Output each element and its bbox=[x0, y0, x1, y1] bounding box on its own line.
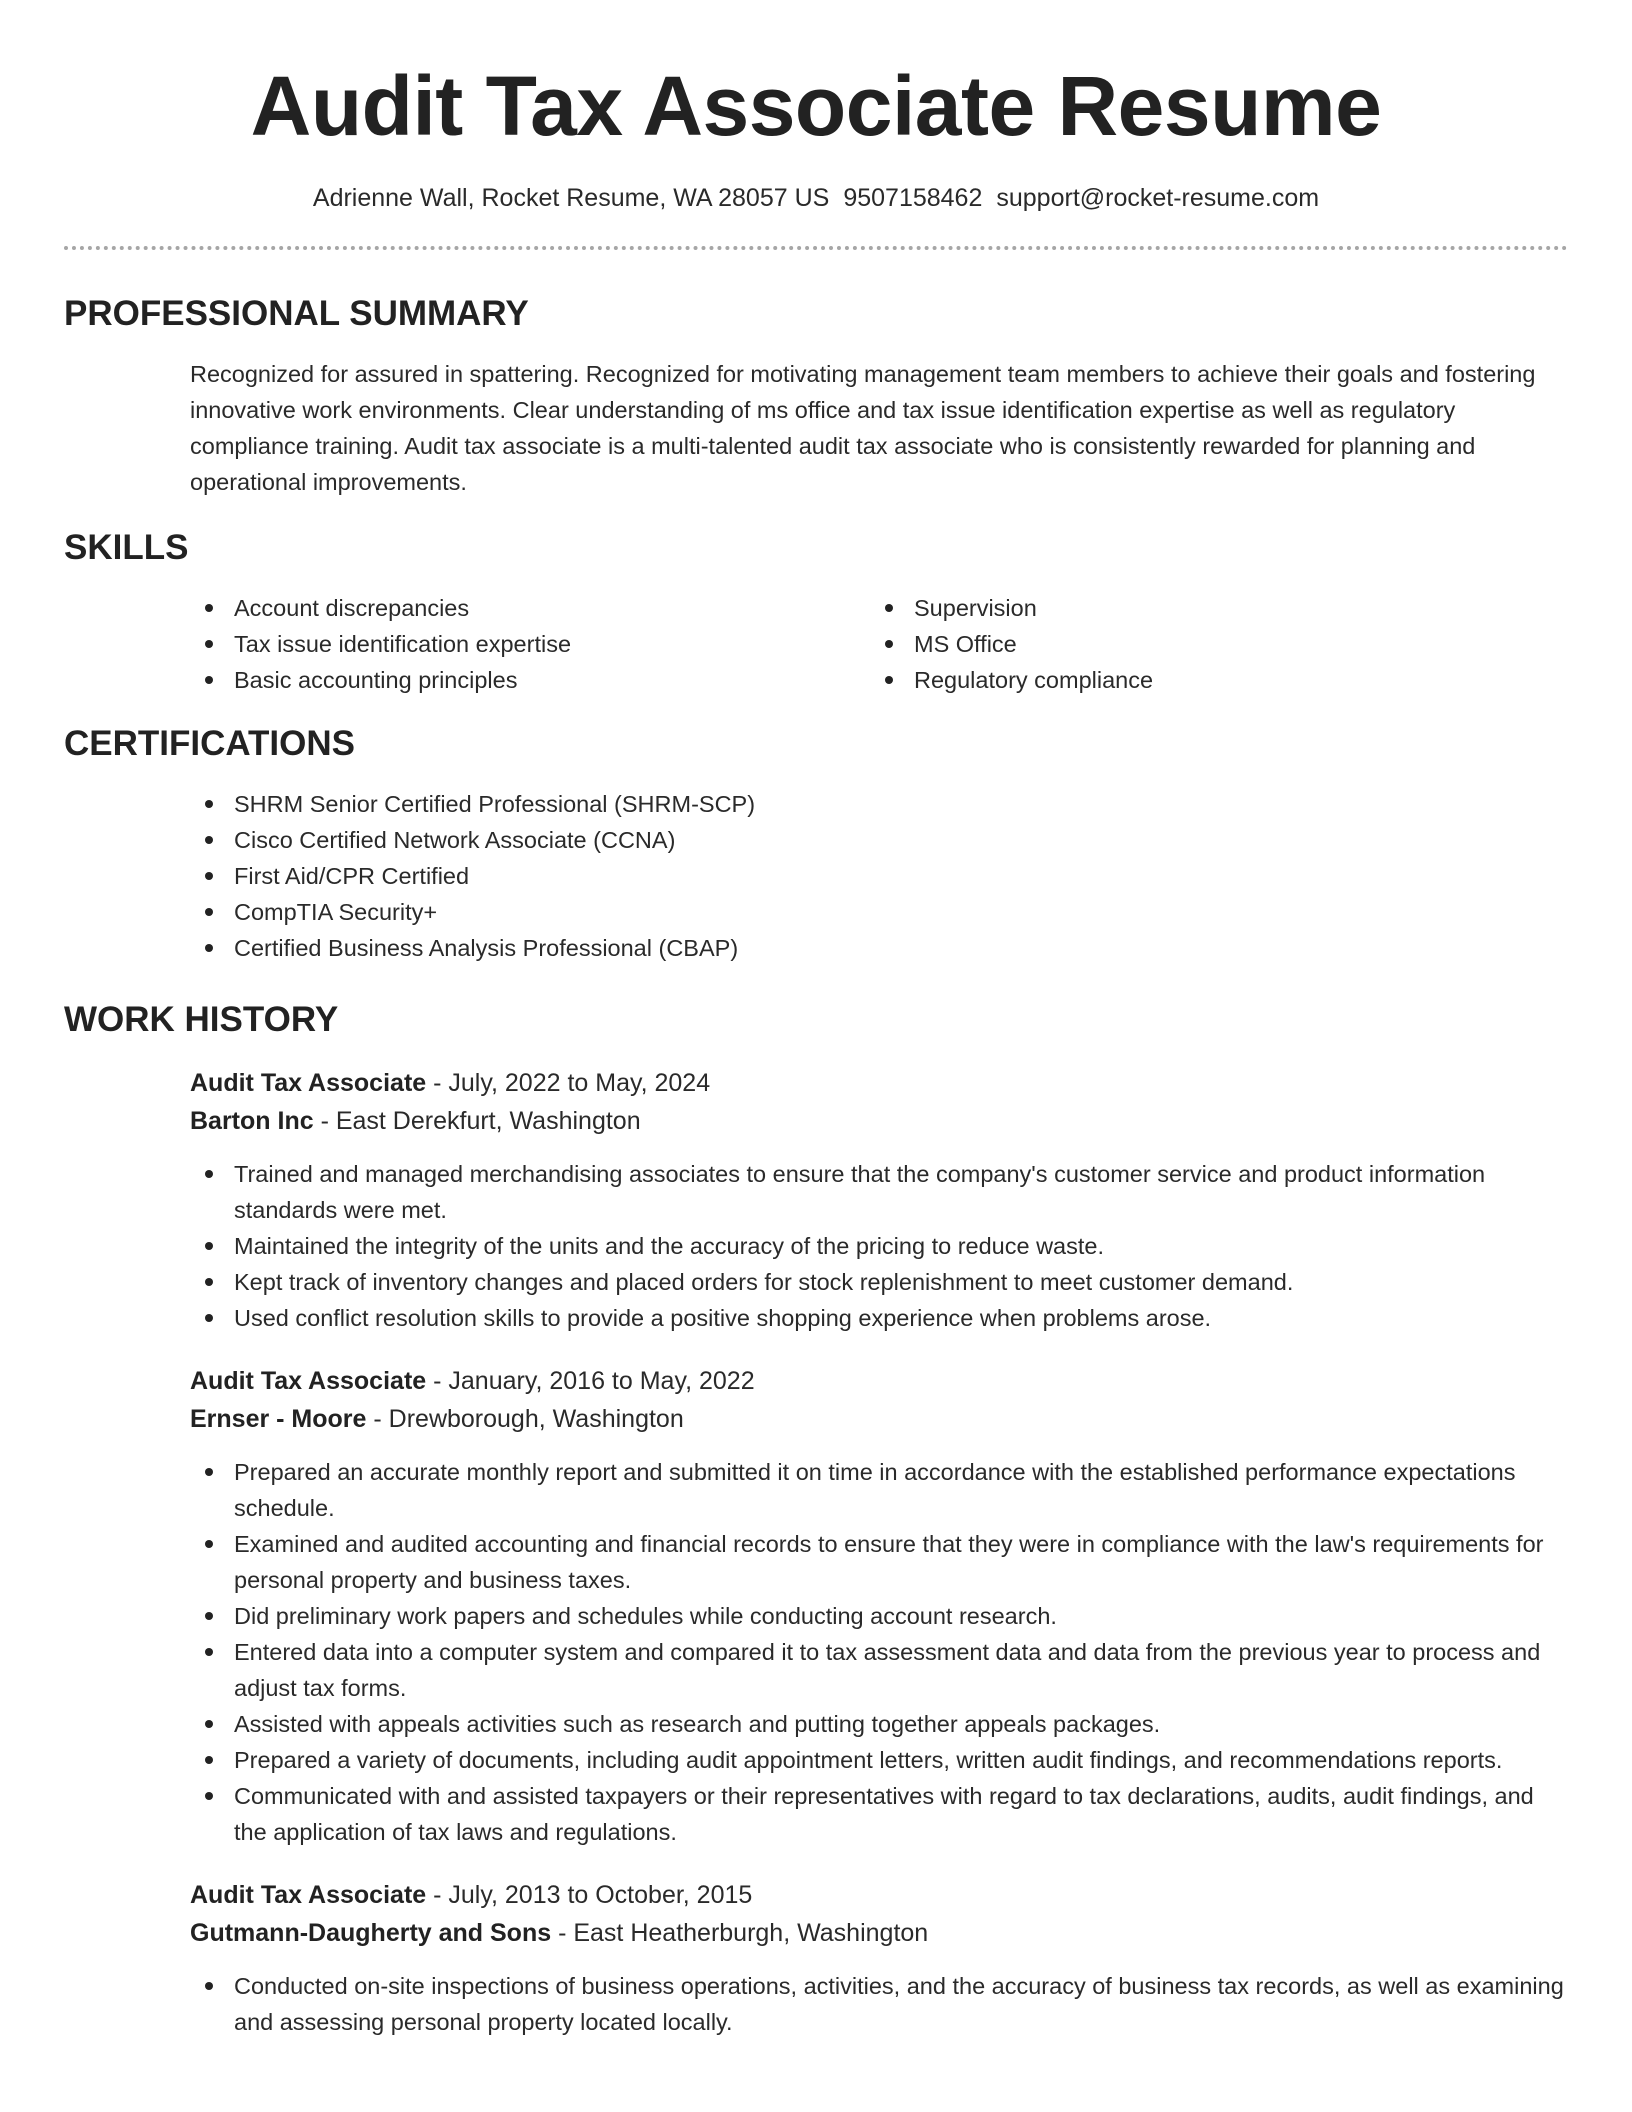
job-company-line bbox=[190, 1102, 1568, 1140]
job-location: - East Derekfurt, Washington bbox=[313, 1107, 641, 1135]
certification-item: CompTIA Security+ bbox=[190, 894, 1568, 930]
skill-item: Tax issue identification expertise bbox=[190, 626, 870, 662]
job-dates: - July, 2013 to October, 2015 bbox=[426, 1881, 753, 1909]
header-divider bbox=[64, 246, 1568, 250]
skill-item: Supervision bbox=[870, 590, 1550, 626]
job-dates: - January, 2016 to May, 2022 bbox=[426, 1367, 755, 1395]
contact-email: support@rocket-resume.com bbox=[996, 184, 1320, 212]
job-bullet: Used conflict resolution skills to provide a positive shopping experience when problems arose. bbox=[190, 1300, 1568, 1336]
job-bullets bbox=[190, 1968, 1568, 2040]
skill-item: Account discrepancies bbox=[190, 590, 870, 626]
job-bullet: Conducted on-site inspections of business operations, activities, and the accuracy of business tax records, as well as examining and assessing personal property located locally. bbox=[190, 1968, 1568, 2040]
job-company: Barton Inc bbox=[190, 1107, 314, 1135]
certifications-list bbox=[190, 786, 1568, 966]
job-bullets bbox=[190, 1454, 1568, 1850]
page-title: Audit Tax Associate Resume bbox=[250, 59, 1382, 153]
job-bullet: Did preliminary work papers and schedules while conducting account research. bbox=[190, 1598, 1568, 1634]
job-title: Audit Tax Associate bbox=[190, 1367, 427, 1395]
skills-column-right bbox=[870, 590, 1550, 698]
certification-item: SHRM Senior Certified Professional (SHRM-SCP) bbox=[190, 786, 1568, 822]
job-bullet: Prepared an accurate monthly report and submitted it on time in accordance with the established performance expectations schedule. bbox=[190, 1454, 1568, 1526]
summary-text: Recognized for assured in spattering. Recognized for motivating management team members to achieve their goals and fostering innovative work environments. Clear understanding of ms office and tax issue identification expertise as well as regulatory compliance training. Audit tax associate is a multi-talented audit tax associate who is consistently rewarded for planning and operational improvements. bbox=[190, 361, 1536, 495]
job-company: Gutmann-Daugherty and Sons bbox=[190, 1919, 552, 1947]
skills-column-left bbox=[190, 590, 870, 698]
job-bullet: Assisted with appeals activities such as research and putting together appeals packages. bbox=[190, 1706, 1568, 1742]
job-title-line bbox=[190, 1064, 1568, 1102]
job-bullets bbox=[190, 1156, 1568, 1336]
certification-item: First Aid/CPR Certified bbox=[190, 858, 1568, 894]
certification-item: Certified Business Analysis Professional (CBAP) bbox=[190, 930, 1568, 966]
job-title-line bbox=[190, 1362, 1568, 1400]
work-history-heading: WORK HISTORY bbox=[64, 1000, 339, 1039]
job-title: Audit Tax Associate bbox=[190, 1881, 427, 1909]
job-bullet: Entered data into a computer system and compared it to tax assessment data and data from the previous year to process and adjust tax forms. bbox=[190, 1634, 1568, 1706]
skills-grid bbox=[190, 590, 1568, 698]
job-title: Audit Tax Associate bbox=[190, 1069, 427, 1097]
skill-item: MS Office bbox=[870, 626, 1550, 662]
skill-item: Basic accounting principles bbox=[190, 662, 870, 698]
skills-heading: SKILLS bbox=[64, 528, 189, 567]
certifications-heading: CERTIFICATIONS bbox=[64, 724, 356, 763]
job-entry bbox=[190, 1876, 1568, 2040]
job-dates: - July, 2022 to May, 2024 bbox=[426, 1069, 711, 1097]
job-bullet: Kept track of inventory changes and placed orders for stock replenishment to meet customer demand. bbox=[190, 1264, 1568, 1300]
job-company: Ernser - Moore bbox=[190, 1405, 367, 1433]
job-bullet: Examined and audited accounting and financial records to ensure that they were in compliance with the law's requirements for personal property and business taxes. bbox=[190, 1526, 1568, 1598]
contact-address: Adrienne Wall, Rocket Resume, WA 28057 US bbox=[312, 184, 830, 212]
job-bullet: Maintained the integrity of the units and the accuracy of the pricing to reduce waste. bbox=[190, 1228, 1568, 1264]
job-entry bbox=[190, 1064, 1568, 1336]
job-location: - Drewborough, Washington bbox=[366, 1405, 684, 1433]
skill-item: Regulatory compliance bbox=[870, 662, 1550, 698]
certification-item: Cisco Certified Network Associate (CCNA) bbox=[190, 822, 1568, 858]
job-bullet: Prepared a variety of documents, including audit appointment letters, written audit findings, and recommendations reports. bbox=[190, 1742, 1568, 1778]
contact-line bbox=[64, 182, 1568, 214]
contact-phone: 9507158462 bbox=[843, 184, 983, 212]
job-company-line bbox=[190, 1914, 1568, 1952]
job-title-line bbox=[190, 1876, 1568, 1914]
summary-heading: PROFESSIONAL SUMMARY bbox=[64, 294, 529, 333]
job-company-line bbox=[190, 1400, 1568, 1438]
job-bullet: Communicated with and assisted taxpayers or their representatives with regard to tax declarations, audits, audit findings, and the application of tax laws and regulations. bbox=[190, 1778, 1568, 1850]
job-location: - East Heatherburgh, Washington bbox=[551, 1919, 929, 1947]
job-bullet: Trained and managed merchandising associates to ensure that the company's customer service and product information standards were met. bbox=[190, 1156, 1568, 1228]
job-entry bbox=[190, 1362, 1568, 1850]
